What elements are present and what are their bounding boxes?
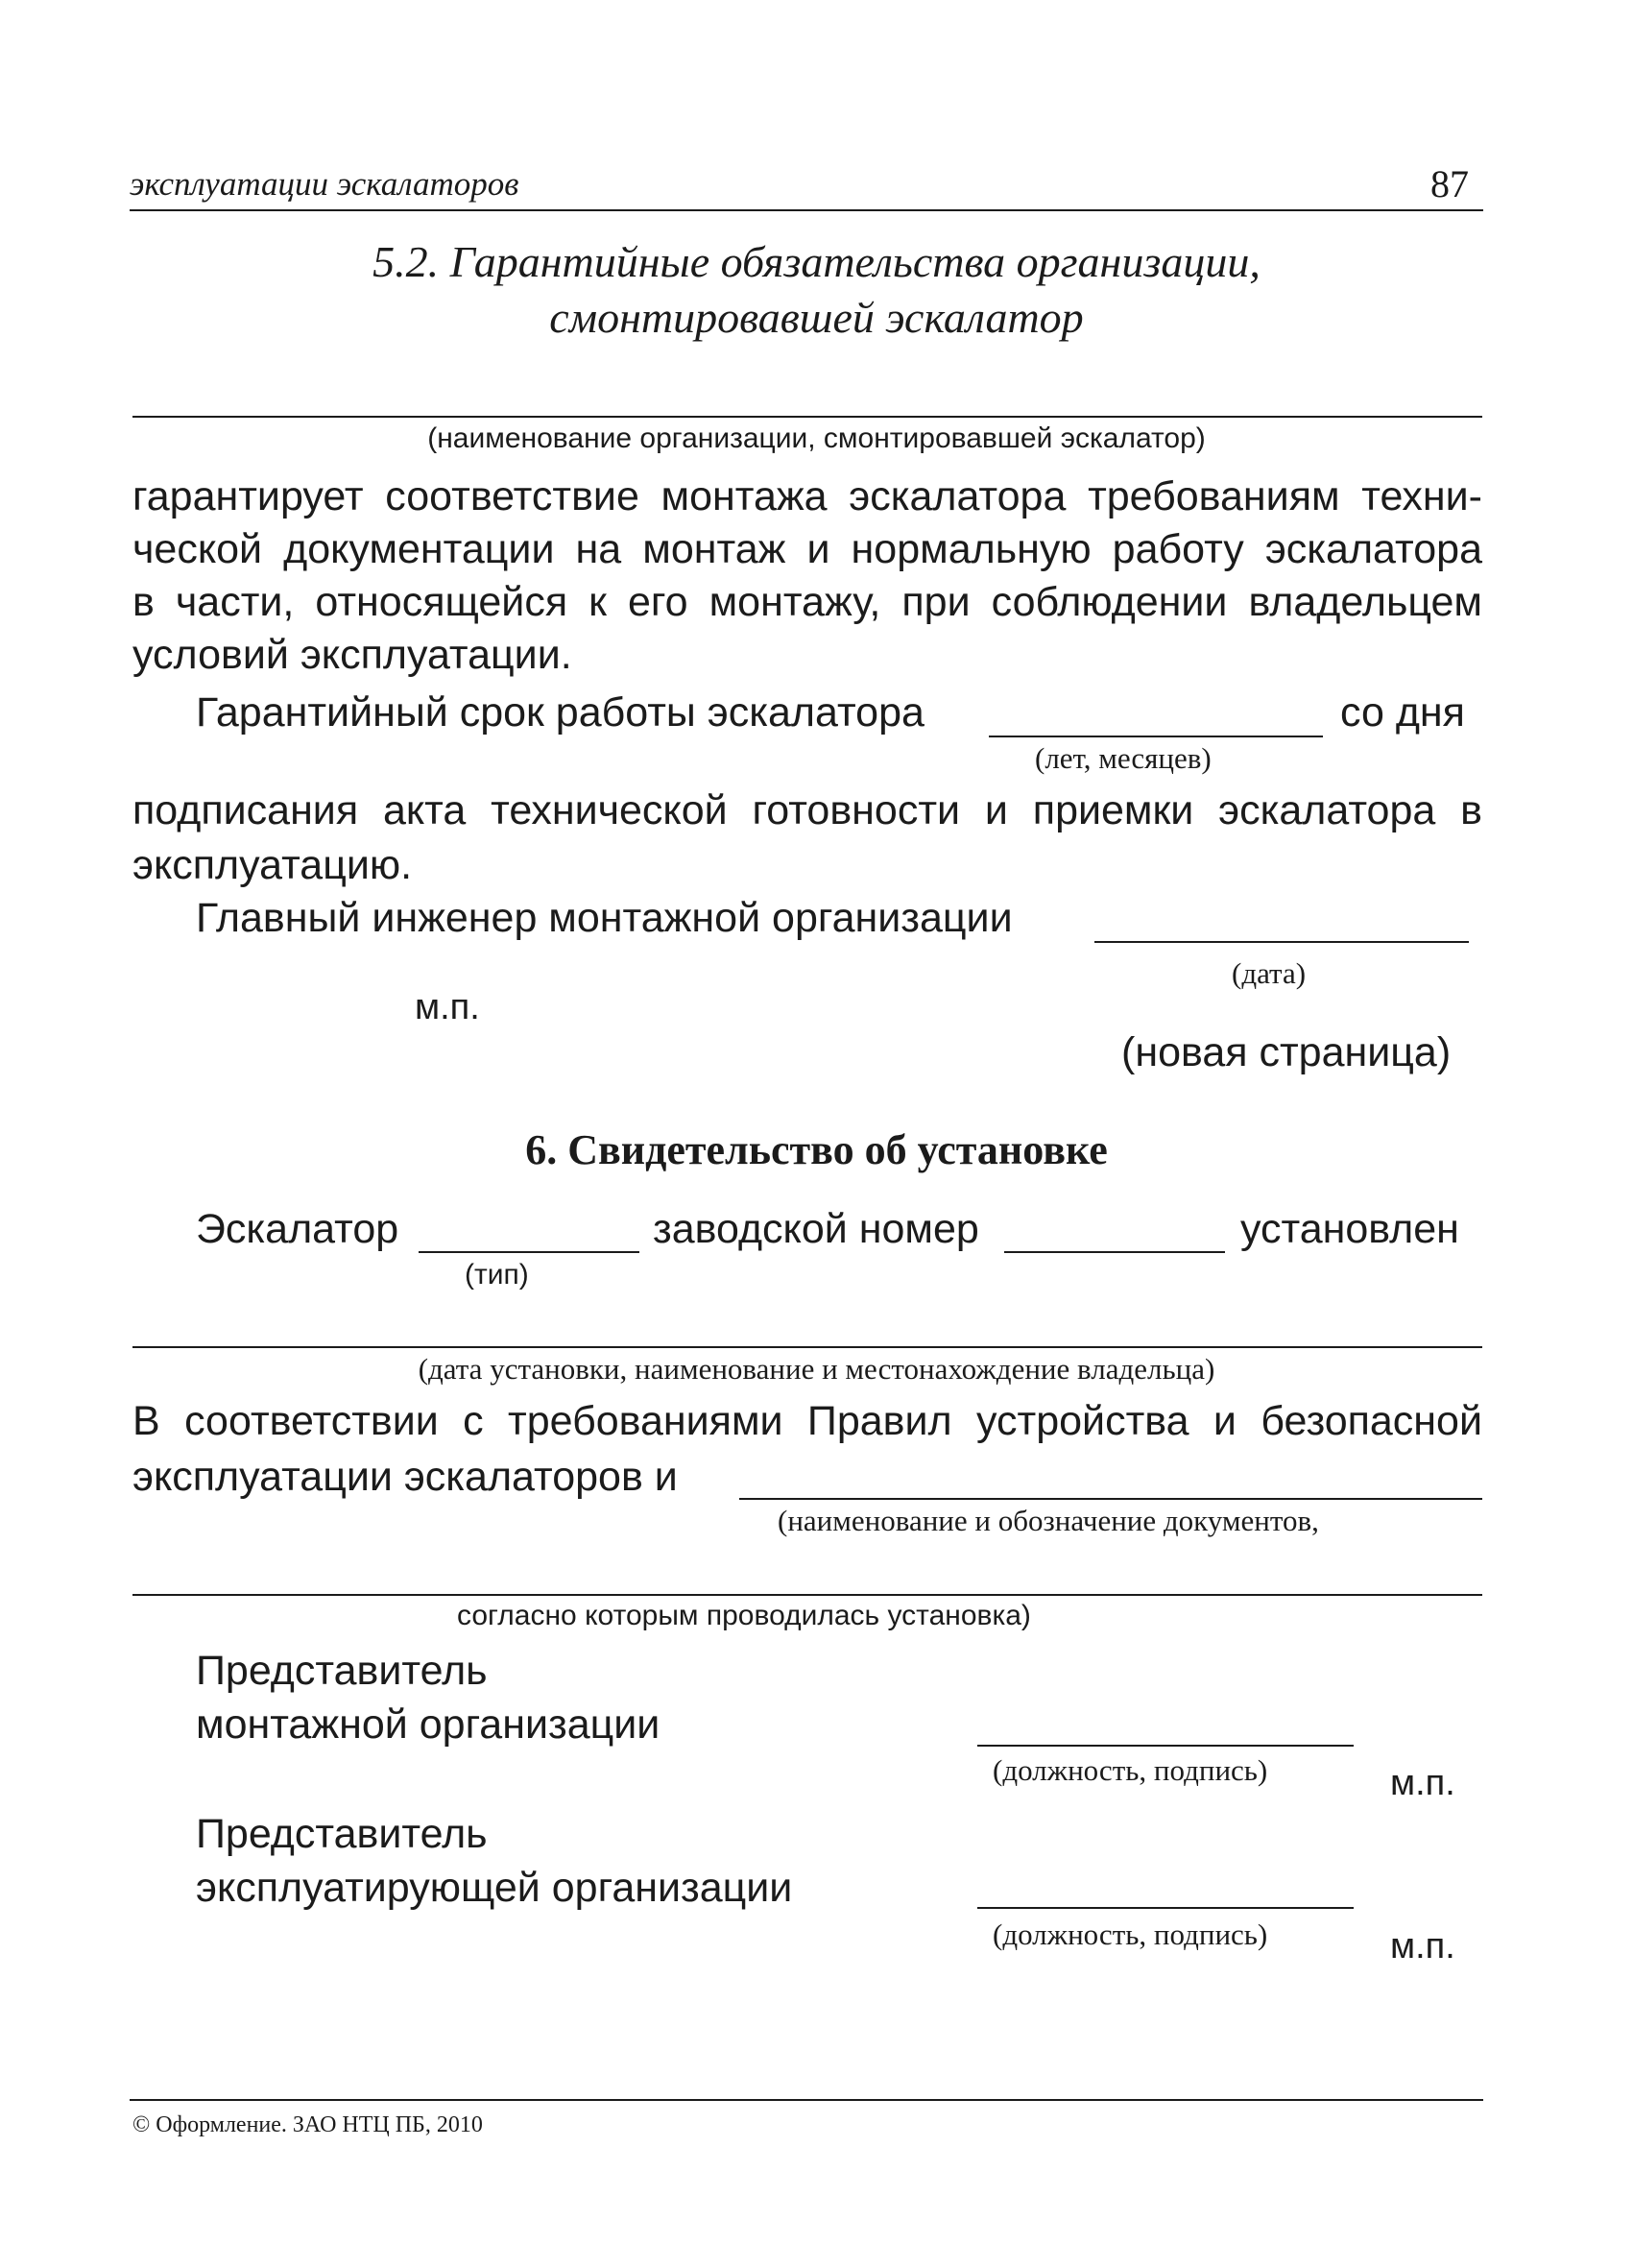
footer-rule — [130, 2099, 1483, 2101]
page-number: 87 — [1430, 162, 1469, 205]
escalator-type-field[interactable] — [419, 1251, 639, 1253]
installation-caption: (дата установки, наименование и местонахождение владельца) — [418, 1352, 1215, 1386]
factory-number-field[interactable] — [1004, 1251, 1225, 1253]
date-caption: (дата) — [1232, 956, 1307, 990]
copyright: © Оформление. ЗАО НТЦ ПБ, 2010 — [132, 2112, 483, 2137]
org-name-caption: (наименование организации, смонтировавшей эскалатор) — [427, 422, 1206, 454]
warranty-label: Гарантийный срок работы эскалатора — [196, 689, 925, 736]
chief-engineer-date-field[interactable] — [1094, 941, 1469, 943]
paragraph-line: эксплуатации эскалаторов и — [132, 1454, 678, 1500]
seal-label: м.п. — [415, 987, 480, 1027]
seal-label: м.п. — [1390, 1763, 1455, 1803]
warranty-term-field[interactable] — [989, 736, 1323, 737]
paragraph-line: ческой документации на монтаж и нормальную работу эскалатора — [132, 526, 1482, 572]
org-name-field[interactable] — [132, 416, 1482, 418]
new-page-note: (новая страница) — [1121, 1029, 1452, 1075]
chief-engineer-label: Главный инженер монтажной организации — [196, 895, 1013, 941]
section-title-line-2: смонтировавшей эскалатор — [549, 293, 1084, 342]
paragraph-line: гарантирует соответствие монтажа эскалатора требованиям техни- — [132, 473, 1482, 519]
type-caption: (тип) — [465, 1259, 529, 1291]
paragraph-line: подписания акта технической готовности и приемки эскалатора в — [132, 787, 1482, 833]
installation-details-field[interactable] — [132, 1346, 1482, 1348]
seal-label: м.п. — [1390, 1926, 1455, 1966]
documents-field[interactable] — [739, 1498, 1482, 1500]
section-title-line-1: 5.2. Гарантийные обязательства организации, — [372, 237, 1261, 286]
paragraph-line: условий эксплуатации. — [132, 632, 572, 678]
section-6-title: 6. Свидетельство об установке — [525, 1126, 1108, 1173]
rep-operate-label: Представитель — [196, 1811, 488, 1857]
running-title: эксплуатации эскалаторов — [130, 165, 519, 203]
documents-field-continued[interactable] — [132, 1594, 1482, 1596]
factory-number-label: заводской номер — [653, 1206, 979, 1252]
paragraph-line: эксплуатацию. — [132, 842, 413, 888]
paragraph-line: в части, относящейся к его монтажу, при соблюдении владельцем — [132, 579, 1482, 625]
rep-mount-signature-field[interactable] — [977, 1745, 1354, 1747]
documents-caption-continued: согласно которым проводилась установка) — [457, 1600, 1031, 1631]
documents-caption: (наименование и обозначение документов, — [778, 1504, 1319, 1537]
signature-caption: (должность, подпись) — [993, 1753, 1268, 1787]
installed-label: установлен — [1240, 1206, 1459, 1252]
rep-operate-signature-field[interactable] — [977, 1907, 1354, 1909]
rep-mount-label: Представитель — [196, 1648, 488, 1694]
rep-mount-label: монтажной организации — [196, 1701, 660, 1748]
signature-caption: (должность, подпись) — [993, 1918, 1268, 1951]
rep-operate-label: эксплуатирующей организации — [196, 1865, 793, 1911]
escalator-label: Эскалатор — [196, 1206, 399, 1252]
paragraph-line: В соответствии с требованиями Правил устройства и безопасной — [132, 1398, 1482, 1444]
warranty-suffix: со дня — [1340, 689, 1465, 736]
header-rule — [130, 209, 1483, 211]
warranty-caption: (лет, месяцев) — [1035, 741, 1212, 775]
